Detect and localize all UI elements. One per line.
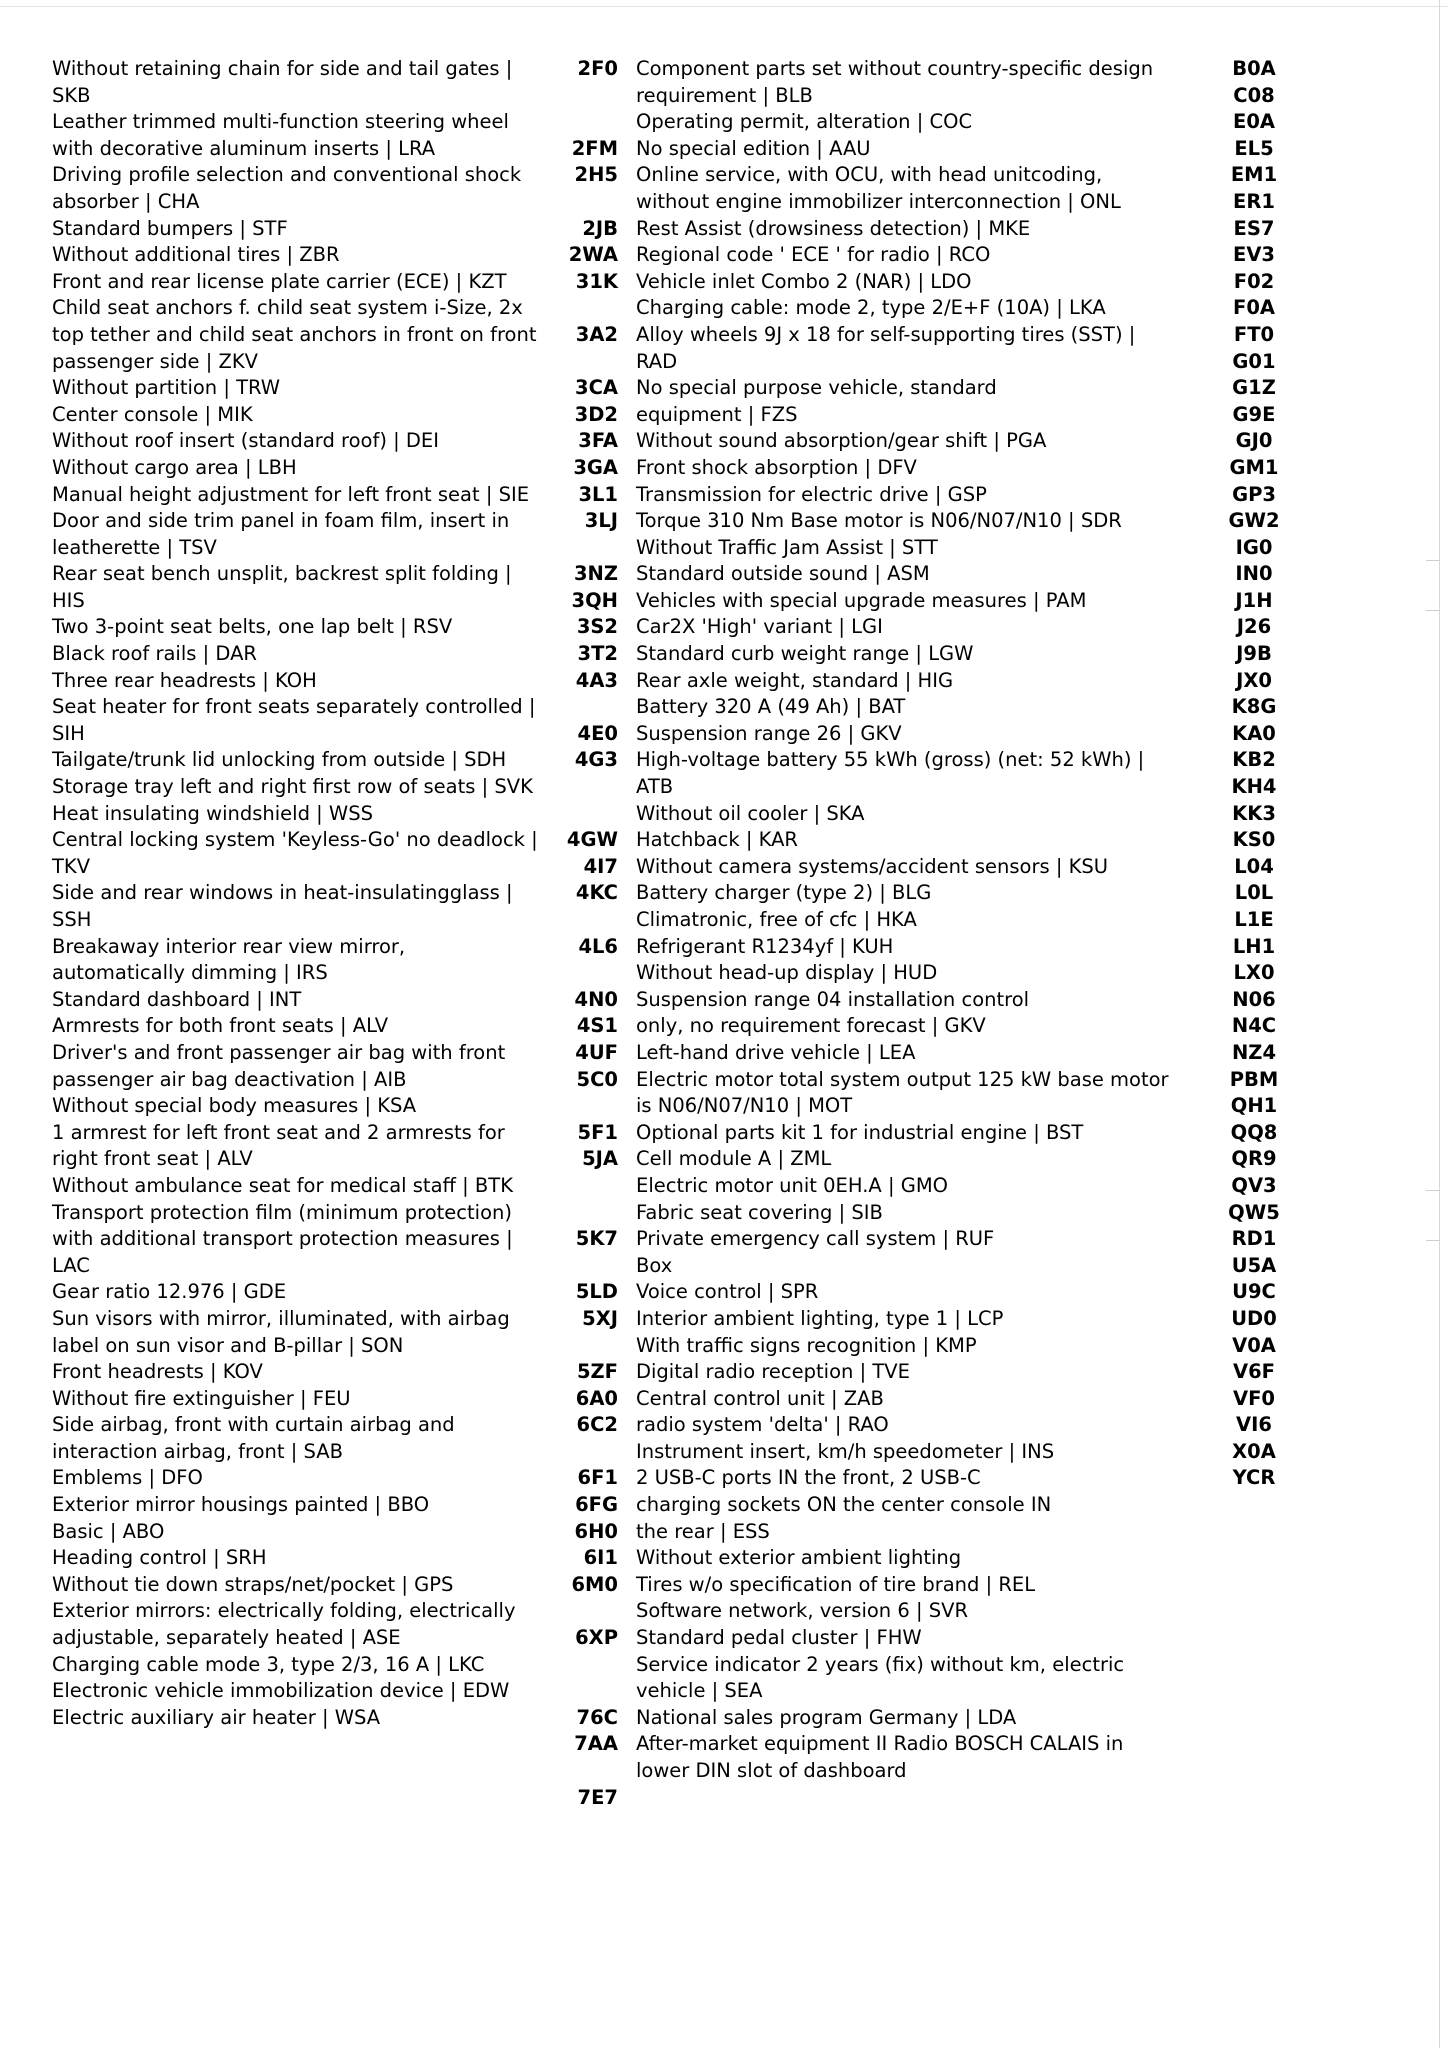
code-row [550,934,1180,961]
code-row [550,854,1180,881]
option-code: 6A0 [575,1386,618,1410]
code-row [550,1306,1180,1333]
option-code: 5F1 [577,1120,618,1144]
code-row [550,1465,1180,1492]
option-description: Without sound absorption/gear shift | PGA [636,429,1047,453]
option-code: LH1 [1232,934,1276,958]
option-code: 6F1 [577,1466,618,1490]
option-code: QW5 [1228,1200,1280,1224]
option-code: 4GW [566,828,618,852]
code-row [550,1705,1180,1732]
option-code: 4KC [575,881,618,905]
option-description: Optional parts kit 1 for industrial engine | BST [636,1120,1084,1144]
code-row [550,561,1180,588]
option-description: Battery charger (type 2) | BLG [636,881,932,905]
code-row [550,1412,1180,1439]
list-item: Without special body measures | KSA [52,1094,417,1118]
code-row [550,614,1180,641]
option-code: G9E [1232,402,1276,426]
option-code: EM1 [1230,163,1278,187]
option-code: 2WA [568,243,618,267]
option-code: F0A [1233,296,1275,320]
option-code: 4E0 [577,721,618,745]
option-description: Tires w/o specification of tire brand | REL [636,1572,1036,1596]
option-description: Component parts set without country-specific design requirement | BLB [636,57,1154,107]
option-code: 4S1 [576,1014,618,1038]
option-description: After-market equipment II Radio BOSCH CALAIS in lower DIN slot of dashboard [636,1732,1124,1782]
code-row [550,1625,1180,1652]
option-code: QR9 [1231,1147,1277,1171]
left-equipment-list [52,56,540,1731]
code-row [550,1731,1180,1784]
option-code: FT0 [1233,322,1275,346]
code-row [550,1785,1180,1812]
code-row [550,1519,1180,1546]
option-code: 3FA [578,429,618,453]
list-item: Without additional tires | ZBR [52,243,340,267]
code-row [550,535,1180,562]
list-item: Without retaining chain for side and tail gates | SKB [52,57,513,107]
list-item: Standard dashboard | INT [52,987,302,1011]
code-row [550,1439,1180,1466]
option-description: Refrigerant R1234yf | KUH [636,934,894,958]
option-code: J1H [1235,588,1273,612]
option-code: KA0 [1232,721,1276,745]
option-code: 3NZ [573,562,618,586]
option-code: IG0 [1235,535,1273,559]
code-row [550,269,1180,296]
option-description: Torque 310 Nm Base motor is N06/N07/N10 | SDR [636,509,1122,533]
option-description: the rear | ESS [636,1519,770,1543]
code-row [550,721,1180,748]
option-description: 2 USB-C ports IN the front, 2 USB-C [636,1466,981,1490]
code-row [550,56,1180,109]
list-item: Basic | ABO [52,1519,165,1543]
option-code: F02 [1233,269,1275,293]
option-description: Box [636,1253,673,1277]
option-description: Vehicles with special upgrade measures | PAM [636,588,1087,612]
option-code: N4C [1231,1014,1277,1038]
code-row [550,136,1180,163]
option-code: EV3 [1233,243,1275,267]
middle-code-description-list [540,56,1180,1811]
list-item: Three rear headrests | KOH [52,668,317,692]
code-row [550,109,1180,136]
option-description: Cell module A | ZML [636,1147,832,1171]
option-code: VF0 [1233,1386,1275,1410]
option-code: V0A [1232,1333,1276,1357]
option-code: 2H5 [574,163,618,187]
list-item: Side airbag, front with curtain airbag and interaction airbag, front | SAB [52,1413,455,1463]
option-code: 5XJ [582,1306,618,1330]
option-code: 5ZF [576,1360,618,1384]
option-code: K8G [1231,695,1277,719]
list-item: Heading control | SRH [52,1546,267,1570]
list-item: Driving profile selection and conventional shock absorber | CHA [52,163,522,213]
option-code: J9B [1236,642,1272,666]
option-code: U5A [1231,1253,1277,1277]
code-row [550,1146,1180,1173]
list-item: Electric auxiliary air heater | WSA [52,1705,381,1729]
option-code: B0A [1232,57,1276,80]
code-row [550,1359,1180,1386]
code-row [550,801,1180,828]
option-description: Online service, with OCU, with head unitcoding, without engine immobilizer interconnection | ONL [636,163,1121,213]
option-code: 3T2 [577,642,618,666]
option-code: 3A2 [575,322,618,346]
option-code: L04 [1234,854,1274,878]
option-code: 4G3 [574,748,618,772]
list-item: Charging cable mode 3, type 2/3, 16 A | LKC [52,1652,485,1676]
option-description: Standard curb weight range | LGW [636,642,974,666]
option-code: 5JA [582,1147,618,1171]
code-row [550,1598,1180,1625]
code-row [550,428,1180,455]
option-description: Voice control | SPR [636,1280,819,1304]
option-code: 3D2 [574,402,618,426]
code-row [550,1173,1180,1200]
option-code: 2FM [571,136,618,160]
option-code: X0A [1232,1439,1276,1463]
list-item: Without tie down straps/net/pocket | GPS [52,1572,454,1596]
list-item: Gear ratio 12.976 | GDE [52,1280,287,1304]
list-item: Front headrests | KOV [52,1360,263,1384]
code-row [550,216,1180,243]
code-row [550,1386,1180,1413]
code-row [550,987,1180,1014]
option-description: charging sockets ON the center console IN [636,1493,1052,1517]
code-row [550,508,1180,535]
option-code: QH1 [1230,1094,1278,1118]
option-description: Private emergency call system | RUF [636,1227,995,1251]
option-code: ER1 [1233,189,1275,213]
list-item: Breakaway interior rear view mirror, automatically dimming | IRS [52,934,406,985]
code-row [550,960,1180,987]
code-row [550,907,1180,934]
code-row [550,1572,1180,1599]
code-row [550,880,1180,907]
option-code: 5C0 [576,1067,618,1091]
list-item: Armrests for both front seats | ALV [52,1014,389,1038]
option-description: Charging cable: mode 2, type 2/E+F (10A) | LKA [636,296,1106,320]
list-item: Rear seat bench unsplit, backrest split folding | HIS [52,562,512,612]
option-description: Software network, version 6 | SVR [636,1599,969,1623]
list-item: Standard bumpers | STF [52,216,288,240]
list-item: Transport protection film (minimum protection) with additional transport protection measures | LAC [52,1200,513,1277]
option-code: RD1 [1231,1227,1277,1251]
option-code: J26 [1236,615,1272,639]
option-description: Without head-up display | HUD [636,961,938,985]
list-item: Without fire extinguisher | FEU [52,1386,351,1410]
option-code: LX0 [1233,961,1275,985]
option-code: 5K7 [575,1227,618,1251]
option-code: 3L1 [578,482,618,506]
option-description: No special purpose vehicle, standard [636,376,997,400]
list-item: Central locking system 'Keyless-Go' no deadlock | TKV [52,828,538,878]
code-row [550,1253,1180,1280]
option-description: Instrument insert, km/h speedometer | INS [636,1439,1055,1463]
option-code: GP3 [1232,482,1276,506]
option-description: No special edition | AAU [636,136,871,160]
option-code: 4N0 [574,987,618,1011]
option-description: Digital radio reception | TVE [636,1360,910,1384]
option-description: Rest Assist (drowsiness detection) | MKE [636,216,1031,240]
option-code: 6I1 [583,1546,618,1570]
list-item: Electronic vehicle immobilization device | EDW [52,1679,510,1703]
option-code: 6C2 [576,1413,618,1437]
option-description: Rear axle weight, standard | HIG [636,668,954,692]
list-item: Emblems | DFO [52,1466,203,1490]
option-description: Without exterior ambient lighting [636,1546,962,1570]
option-code: KK3 [1232,801,1276,825]
option-code: KB2 [1232,748,1276,772]
option-code: 3S2 [576,615,618,639]
option-code: 6H0 [574,1519,618,1543]
code-row [550,322,1180,375]
option-description: Transmission for electric drive | GSP [636,482,987,506]
option-code: V6F [1233,1360,1275,1384]
list-item: Without cargo area | LBH [52,455,297,479]
option-code: KS0 [1232,828,1276,852]
option-code: 3GA [573,455,618,479]
code-row [550,1200,1180,1227]
list-item: 1 armrest for left front seat and 2 armrests for right front seat | ALV [52,1120,505,1171]
option-code: C08 [1233,83,1275,107]
list-item: Two 3-point seat belts, one lap belt | RSV [52,615,453,639]
option-code: G1Z [1232,376,1276,400]
list-item: Child seat anchors f. child seat system i-Size, 2x top tether and child seat anchors in front on front passenger side | ZKV [52,296,537,373]
option-code: 6M0 [571,1572,618,1596]
option-code: 7AA [574,1732,618,1756]
list-item: Front and rear license plate carrier (ECE) | KZT [52,269,507,293]
list-item: Side and rear windows in heat-insulatingglass | SSH [52,881,513,931]
option-description: Vehicle inlet Combo 2 (NAR) | LDO [636,269,972,293]
option-description: Electric motor total system output 125 kW base motor is N06/N07/N10 | MOT [636,1067,1169,1118]
option-code: 6XP [575,1626,618,1650]
code-row [550,295,1180,322]
option-code: 3LJ [584,509,618,533]
option-code: YCR [1232,1466,1276,1490]
option-description: only, no requirement forecast | GKV [636,1014,986,1038]
option-description: With traffic signs recognition | KMP [636,1333,977,1357]
list-item: Door and side trim panel in foam film, insert in leatherette | TSV [52,509,510,559]
option-description: Electric motor unit 0EH.A | GMO [636,1173,948,1197]
option-code: 7E7 [577,1785,618,1809]
option-description: Left-hand drive vehicle | LEA [636,1040,916,1064]
option-description: Standard pedal cluster | FHW [636,1626,922,1650]
code-row [550,1279,1180,1306]
code-row [550,482,1180,509]
code-row [550,641,1180,668]
option-description: Car2X 'High' variant | LGI [636,615,883,639]
option-code: GM1 [1229,455,1279,479]
option-code: VI6 [1236,1413,1272,1437]
option-code: 4L6 [578,934,618,958]
list-item: Center console | MIK [52,402,253,426]
option-code: 6FG [575,1493,618,1517]
option-code: IN0 [1235,562,1273,586]
option-description: Front shock absorption | DFV [636,455,917,479]
list-item: Sun visors with mirror, illuminated, with airbag label on sun visor and B-pillar | SON [52,1306,510,1357]
code-row [550,1226,1180,1253]
option-code: 4UF [575,1040,618,1064]
option-code: 3CA [575,376,618,400]
option-description: Battery 320 A (49 Ah) | BAT [636,695,906,719]
option-description: Without oil cooler | SKA [636,801,865,825]
option-description: Regional code ' ECE ' for radio | RCO [636,243,991,267]
code-row [550,1067,1180,1120]
list-item: Seat heater for front seats separately controlled | SIH [52,695,536,745]
option-description: Suspension range 04 installation control [636,987,1030,1011]
code-row [550,455,1180,482]
option-description: Alloy wheels 9J x 18 for self-supporting tires (SST) | RAD [636,322,1136,373]
option-description: Interior ambient lighting, type 1 | LCP [636,1306,1004,1330]
code-row [550,588,1180,615]
option-description: Without camera systems/accident sensors | KSU [636,854,1109,878]
code-row [550,827,1180,854]
option-code: QQ8 [1230,1120,1278,1144]
code-row [550,1013,1180,1040]
list-item: Without ambulance seat for medical staff | BTK [52,1173,514,1197]
code-row [550,1545,1180,1572]
code-row [550,1492,1180,1519]
option-description: National sales program Germany | LDA [636,1705,1017,1729]
option-description: Fabric seat covering | SIB [636,1200,883,1224]
code-row [550,694,1180,721]
option-description: radio system 'delta' | RAO [636,1413,889,1437]
option-description: High-voltage battery 55 kWh (gross) (net: 52 kWh) | ATB [636,748,1145,799]
option-code: L1E [1234,908,1274,931]
list-item: Leather trimmed multi-function steering wheel with decorative aluminum inserts | LRA [52,110,509,160]
list-item: Exterior mirror housings painted | BBO [52,1493,430,1517]
option-code: EL5 [1234,136,1274,160]
option-code: QV3 [1231,1173,1277,1197]
list-item: Without partition | TRW [52,376,281,400]
list-item: Storage tray left and right first row of seats | SVK [52,775,533,799]
option-description: Without Traffic Jam Assist | STT [636,535,938,559]
option-code: GJ0 [1235,429,1273,453]
option-description: equipment | FZS [636,402,798,426]
option-code: JX0 [1236,668,1272,692]
option-code: 3QH [571,588,618,612]
code-row [550,242,1180,269]
list-item: Exterior mirrors: electrically folding, electrically adjustable, separately heated | ASE [52,1599,516,1650]
option-description: Service indicator 2 years (fix) without km, electric vehicle | SEA [636,1652,1125,1703]
option-description: Central control unit | ZAB [636,1386,884,1410]
option-description: Climatronic, free of cfc | HKA [636,908,917,931]
code-row [550,375,1180,402]
list-item: Heat insulating windshield | WSS [52,801,373,825]
code-row [550,402,1180,429]
option-code: G01 [1232,349,1276,373]
option-code: N06 [1232,987,1276,1011]
code-row [550,747,1180,800]
list-item: Driver's and front passenger air bag with front passenger air bag deactivation | AIB [52,1040,506,1091]
option-code: 31K [575,269,618,293]
option-code: UD0 [1231,1306,1277,1330]
code-row [550,1333,1180,1360]
option-code: ES7 [1233,216,1275,240]
option-code: 4I7 [583,854,618,878]
list-item: Without roof insert (standard roof) | DEI [52,429,439,453]
option-code: U9C [1232,1280,1276,1304]
code-row [550,668,1180,695]
list-item: Black roof rails | DAR [52,642,257,666]
code-row [550,1120,1180,1147]
option-code: PBM [1229,1067,1279,1091]
code-row [550,1652,1180,1705]
option-code: 4A3 [575,668,618,692]
option-code: 76C [576,1705,618,1729]
option-code: E0A [1233,110,1275,134]
option-code: 2JB [582,216,618,240]
right-code-list [1180,56,1310,1492]
option-code: 5LD [575,1280,618,1304]
option-code: GW2 [1228,509,1280,533]
code-row [550,162,1180,215]
code-row [550,1040,1180,1067]
option-code: 2F0 [577,57,618,80]
option-code: L0L [1234,881,1274,905]
list-item: Manual height adjustment for left front seat | SIE [52,482,530,506]
option-description: Suspension range 26 | GKV [636,721,902,745]
option-description: Operating permit, alteration | COC [636,110,973,134]
option-code: NZ4 [1231,1040,1277,1064]
option-code: KH4 [1231,775,1277,799]
option-description: Standard outside sound | ASM [636,562,930,586]
list-item: Tailgate/trunk lid unlocking from outside | SDH [52,748,507,772]
option-description: Hatchback | KAR [636,828,798,852]
